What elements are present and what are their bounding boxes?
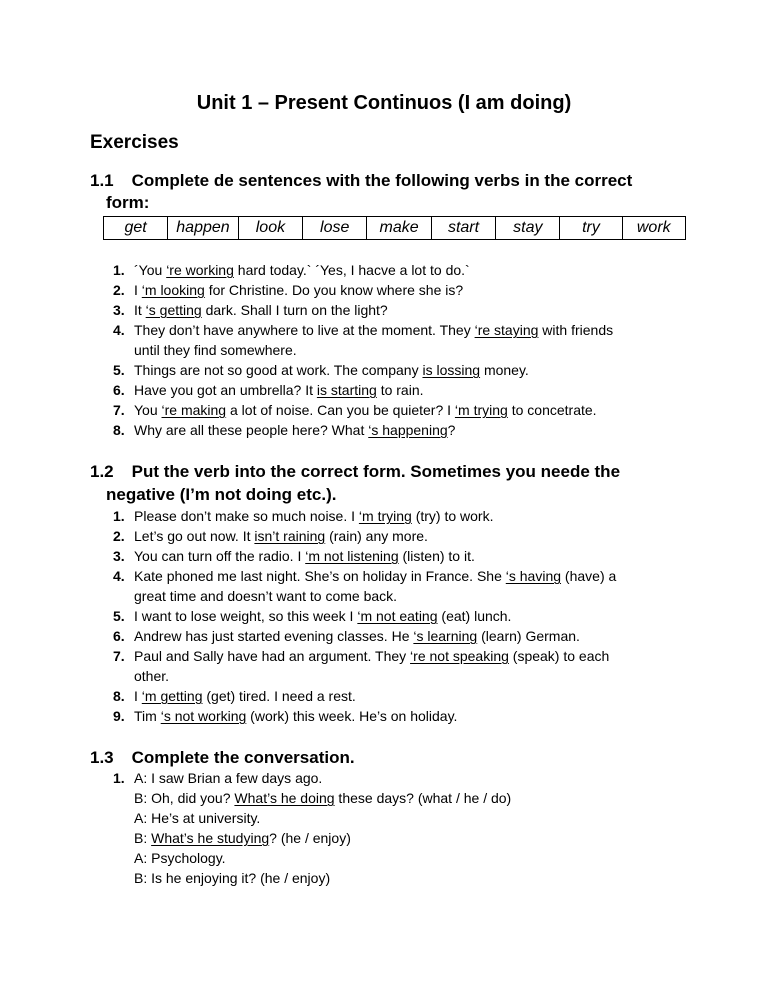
exercise-number: 1.1 [90,171,114,190]
exercise-1-1-heading [90,171,632,191]
verb-cell: happen [168,217,239,240]
list-item: 6. Andrew has just started evening classes. He ‘s learning (learn) German. [113,628,580,644]
exercise-number: 1.2 [90,462,114,481]
list-item: 3. It ‘s getting dark. Shall I turn on the light? [113,302,388,318]
list-item: 2. I ‘m looking for Christine. Do you know where she is? [113,282,464,298]
list-item: 1. Please don’t make so much noise. I ‘m trying (try) to work. [113,508,494,524]
list-item: 8. Why are all these people here? What ‘s happening? [113,422,456,438]
verb-cell: try [560,217,622,240]
page-title: Unit 1 – Present Continuos (I am doing) [196,92,572,114]
exercise-1-2-heading [90,462,620,482]
conversation-line: 1. A: I saw Brian a few days ago. [113,770,323,786]
exercise-1-1-heading-cont: form: [106,193,150,212]
exercise-instruction: Put the verb into the correct form. Sometimes you neede the [131,462,621,481]
list-item: 5. Things are not so good at work. The company is lossing money. [113,362,529,378]
conversation-line: B: What’s he studying? (he / enjoy) [134,830,351,846]
list-item: 7. Paul and Sally have had an argument. They ‘re not speaking (speak) to each [113,648,610,664]
conversation-line: B: Is he enjoying it? (he / enjoy) [134,870,331,886]
list-item-continuation: until they find somewhere. [134,342,297,358]
list-item-continuation: great time and doesn’t want to come back. [134,588,398,604]
list-item: 6. Have you got an umbrella? It is starting to rain. [113,382,424,398]
list-item: 1. ´You ‘re working hard today.` ´Yes, I hacve a lot to do.` [113,262,470,278]
exercise-1-2-heading-cont: negative (I’m not doing etc.). [106,485,337,504]
verb-table [103,216,686,240]
list-item: 8. I ‘m getting (get) tired. I need a rest. [113,688,356,704]
exercises-heading: Exercises [90,132,179,153]
list-item: 5. I want to lose weight, so this week I ‘m not eating (eat) lunch. [113,608,512,624]
exercise-instruction: Complete de sentences with the following verbs in the correct [131,171,633,190]
list-item: 4. They don’t have anywhere to live at the moment. They ‘re staying with friends [113,322,614,338]
verb-cell: get [104,217,168,240]
conversation-line: A: Psychology. [134,850,226,866]
verb-cell: lose [303,217,367,240]
conversation-line: B: Oh, did you? What’s he doing these days? (what / he / do) [134,790,512,806]
conversation-line: A: He’s at university. [134,810,261,826]
list-item: 3. You can turn off the radio. I ‘m not listening (listen) to it. [113,548,475,564]
list-item: 4. Kate phoned me last night. She’s on holiday in France. She ‘s having (have) a [113,568,617,584]
list-item: 7. You ‘re making a lot of noise. Can you be quieter? I ‘m trying to concetrate. [113,402,597,418]
verb-cell: make [367,217,431,240]
verb-cell: stay [496,217,560,240]
exercise-number: 1.3 [90,748,114,767]
list-item: 9. Tim ‘s not working (work) this week. He’s on holiday. [113,708,458,724]
list-item: 2. Let’s go out now. It isn’t raining (rain) any more. [113,528,428,544]
verb-cell: work [622,217,685,240]
list-item-continuation: other. [134,668,170,684]
verb-cell: start [431,217,495,240]
exercise-1-3-heading [90,748,355,768]
exercise-instruction: Complete the conversation. [131,748,355,767]
verb-cell: look [238,217,302,240]
